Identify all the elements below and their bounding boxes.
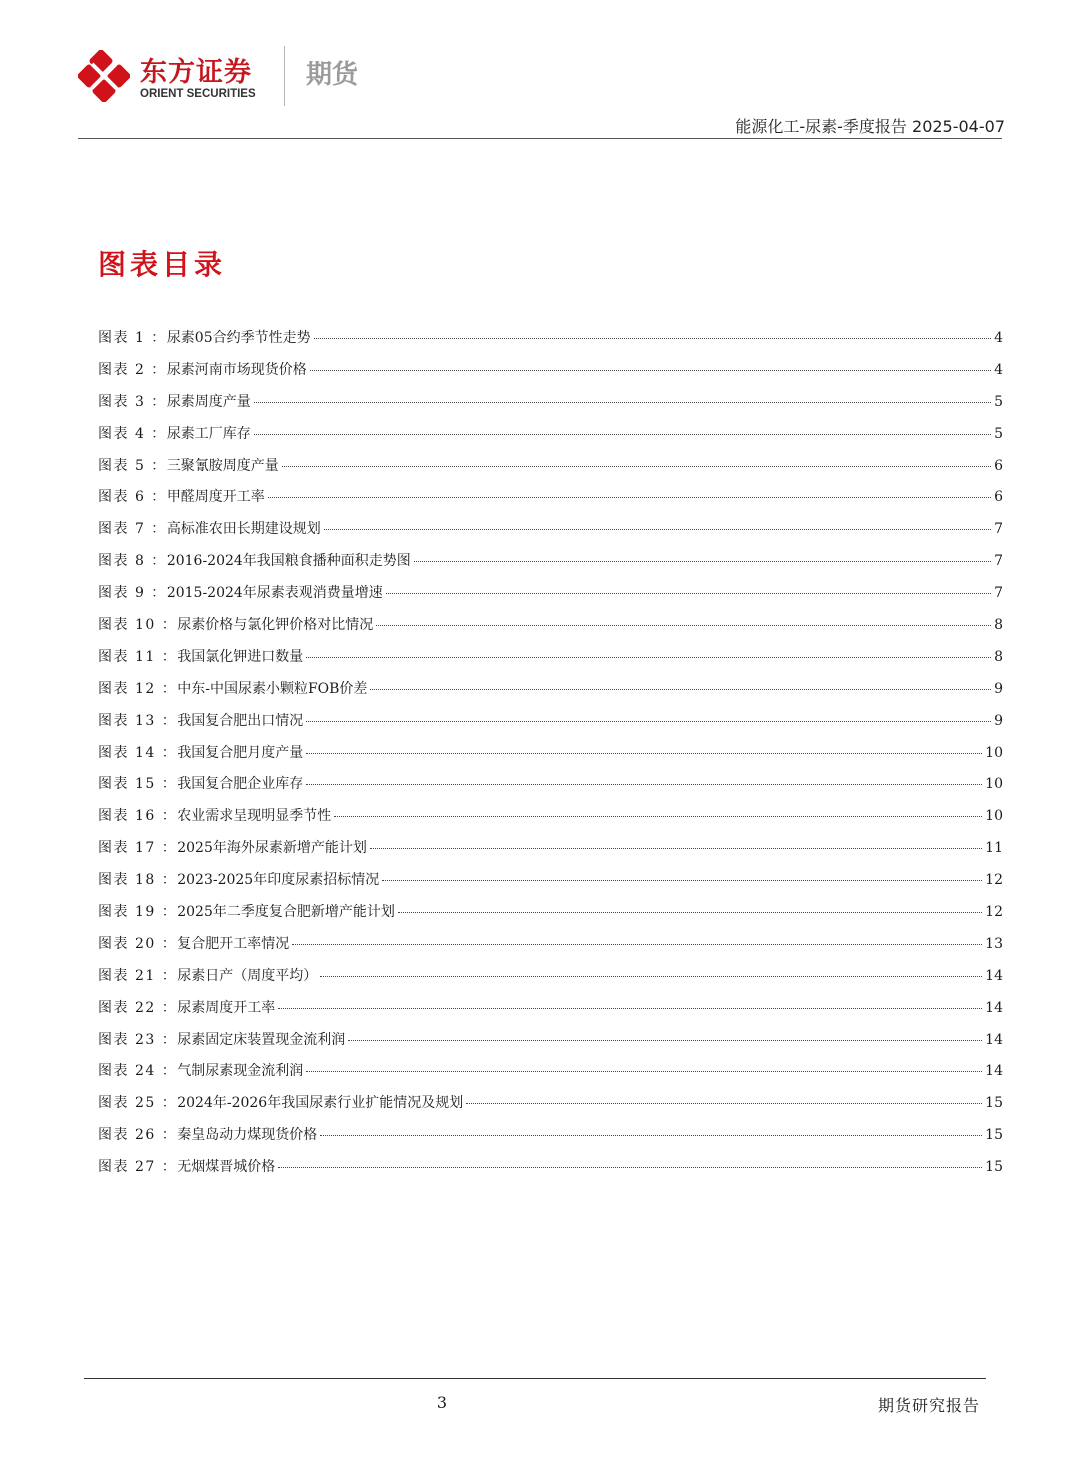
toc-leader-dots <box>382 880 982 881</box>
toc-entry-title: 我国氯化钾进口数量 <box>177 648 304 665</box>
toc-entry-title: 2016-2024年我国粮食播种面积走势图 <box>166 553 411 570</box>
toc-entry-title: 三聚氰胺周度产量 <box>166 457 279 474</box>
toc-entry-page: 15 <box>985 1095 1003 1112</box>
toc-entry[interactable] <box>98 1156 1003 1188</box>
toc-entry-title: 秦皇岛动力煤现货价格 <box>177 1127 318 1144</box>
toc-entry-page: 4 <box>994 330 1003 346</box>
brand-name-cn: 东方证券 <box>140 57 252 88</box>
toc-entry[interactable] <box>98 710 1003 742</box>
toc-entry-number: 图表 21 ： <box>98 967 178 984</box>
toc-entry[interactable] <box>98 742 1003 774</box>
toc-entry-title: 尿素周度产量 <box>166 393 251 410</box>
toc-entry-number: 图表 10 ： <box>98 617 178 634</box>
toc-leader-dots <box>306 753 982 754</box>
toc-list <box>98 327 1003 1188</box>
toc-leader-dots <box>314 338 991 339</box>
toc-entry-page: 12 <box>985 904 1003 921</box>
toc-entry-title: 2025年海外尿素新增产能计划 <box>177 840 367 857</box>
toc-entry[interactable] <box>98 582 1003 614</box>
toc-entry-title: 气制尿素现金流利润 <box>177 1063 304 1080</box>
toc-entry-page: 7 <box>994 521 1003 538</box>
toc-leader-dots <box>306 784 982 785</box>
header-rule <box>78 138 1002 139</box>
toc-entry-page: 12 <box>985 872 1003 889</box>
toc-entry-title: 尿素周度开工率 <box>177 999 276 1016</box>
toc-entry-number: 图表 24 ： <box>98 1063 178 1080</box>
footer-rule <box>84 1378 986 1379</box>
toc-leader-dots <box>320 1135 982 1136</box>
footer-label: 期货研究报告 <box>878 1396 981 1415</box>
toc-leader-dots <box>376 625 991 626</box>
toc-entry-title: 2025年二季度复合肥新增产能计划 <box>177 904 395 921</box>
toc-entry-page: 8 <box>994 617 1003 634</box>
toc-entry-title: 我国复合肥月度产量 <box>177 744 304 761</box>
toc-entry[interactable] <box>98 773 1003 805</box>
toc-entry-number: 图表 26 ： <box>98 1127 178 1144</box>
toc-entry-page: 6 <box>994 457 1003 474</box>
toc-leader-dots <box>348 1040 982 1041</box>
toc-entry[interactable] <box>98 1060 1003 1092</box>
toc-entry[interactable] <box>98 1124 1003 1156</box>
toc-entry-page: 14 <box>985 1063 1003 1080</box>
toc-leader-dots <box>254 434 991 435</box>
toc-leader-dots <box>306 1071 982 1072</box>
toc-entry-title: 尿素工厂库存 <box>166 425 251 442</box>
toc-entry[interactable] <box>98 901 1003 933</box>
toc-leader-dots <box>370 848 982 849</box>
toc-leader-dots <box>282 466 991 467</box>
toc-leader-dots <box>320 976 982 977</box>
toc-entry-number: 图表 6 ： <box>98 489 167 506</box>
toc-entry-number: 图表 23 ： <box>98 1031 178 1048</box>
toc-entry-page: 10 <box>985 808 1003 825</box>
toc-entry-title: 甲醛周度开工率 <box>166 489 265 506</box>
toc-leader-dots <box>306 657 991 658</box>
toc-entry-number: 图表 27 ： <box>98 1159 178 1176</box>
toc-entry[interactable] <box>98 869 1003 901</box>
toc-entry[interactable] <box>98 837 1003 869</box>
toc-entry-title: 尿素日产（周度平均） <box>177 967 318 984</box>
toc-entry-title: 尿素河南市场现货价格 <box>166 361 307 378</box>
toc-entry-number: 图表 12 ： <box>98 680 178 697</box>
toc-leader-dots <box>414 561 991 562</box>
toc-leader-dots <box>386 593 991 594</box>
toc-entry-number: 图表 7 ： <box>98 521 167 538</box>
toc-entry-page: 10 <box>985 744 1003 761</box>
toc-entry-title: 2024年-2026年我国尿素行业扩能情况及规划 <box>177 1095 464 1112</box>
toc-entry-page: 5 <box>994 425 1003 442</box>
toc-leader-dots <box>292 944 982 945</box>
toc-entry[interactable] <box>98 965 1003 997</box>
toc-leader-dots <box>278 1008 982 1009</box>
logo-divider <box>284 46 285 106</box>
toc-leader-dots <box>334 816 982 817</box>
toc-entry-number: 图表 25 ： <box>98 1095 178 1112</box>
toc-entry-page: 7 <box>994 553 1003 570</box>
business-unit: 期货 <box>306 60 359 90</box>
toc-entry-number: 图表 9 ： <box>98 585 167 602</box>
toc-entry-number: 图表 1 ： <box>98 330 167 346</box>
toc-leader-dots <box>306 721 991 722</box>
toc-entry-number: 图表 13 ： <box>98 712 178 729</box>
toc-entry[interactable] <box>98 1029 1003 1061</box>
brand-name-en: ORIENT SECURITIES <box>140 88 256 100</box>
toc-entry[interactable] <box>98 614 1003 646</box>
toc-leader-dots <box>254 402 991 403</box>
toc-leader-dots <box>268 497 991 498</box>
toc-entry-page: 14 <box>985 967 1003 984</box>
toc-entry[interactable] <box>98 486 1003 518</box>
toc-leader-dots <box>324 529 991 530</box>
toc-entry-number: 图表 11 ： <box>98 648 178 665</box>
toc-entry-title: 无烟煤晋城价格 <box>177 1159 276 1176</box>
toc-entry-number: 图表 5 ： <box>98 457 167 474</box>
toc-entry-page: 6 <box>994 489 1003 506</box>
toc-entry-page: 10 <box>985 776 1003 793</box>
toc-entry-page: 14 <box>985 1031 1003 1048</box>
toc-entry-title: 高标准农田长期建设规划 <box>166 521 321 538</box>
toc-entry-title: 2015-2024年尿素表观消费量增速 <box>166 585 383 602</box>
toc-entry[interactable] <box>98 933 1003 965</box>
toc-entry[interactable] <box>98 805 1003 837</box>
toc-entry-number: 图表 19 ： <box>98 904 178 921</box>
orient-logo-icon <box>78 50 130 102</box>
toc-entry-title: 中东-中国尿素小颗粒FOB价差 <box>177 680 368 697</box>
toc-entry-number: 图表 3 ： <box>98 393 167 410</box>
toc-entry[interactable] <box>98 518 1003 550</box>
toc-entry[interactable] <box>98 391 1003 423</box>
toc-leader-dots <box>370 689 991 690</box>
toc-entry[interactable] <box>98 1092 1003 1124</box>
toc-entry-page: 15 <box>985 1127 1003 1144</box>
toc-entry[interactable] <box>98 678 1003 710</box>
toc-entry-title: 我国复合肥出口情况 <box>177 712 304 729</box>
header-logo <box>78 44 378 108</box>
toc-entry-number: 图表 18 ： <box>98 872 178 889</box>
toc-entry-number: 图表 4 ： <box>98 425 167 442</box>
toc-entry-number: 图表 8 ： <box>98 553 167 570</box>
toc-entry[interactable] <box>98 359 1003 391</box>
toc-entry-page: 14 <box>985 999 1003 1016</box>
toc-entry-title: 2023-2025年印度尿素招标情况 <box>177 872 380 889</box>
toc-entry-title: 尿素05合约季节性走势 <box>166 330 311 346</box>
toc-leader-dots <box>466 1103 982 1104</box>
toc-entry[interactable] <box>98 550 1003 582</box>
toc-leader-dots <box>310 370 991 371</box>
toc-entry-number: 图表 22 ： <box>98 999 178 1016</box>
toc-entry[interactable] <box>98 997 1003 1029</box>
toc-entry-page: 9 <box>994 712 1003 729</box>
toc-leader-dots <box>398 912 982 913</box>
toc-title: 图表目录 <box>98 248 227 281</box>
toc-entry-number: 图表 17 ： <box>98 840 178 857</box>
toc-entry-number: 图表 20 ： <box>98 935 178 952</box>
toc-entry-page: 9 <box>994 680 1003 697</box>
toc-entry-page: 5 <box>994 393 1003 410</box>
toc-entry-title: 农业需求呈现明显季节性 <box>177 808 332 825</box>
toc-entry-number: 图表 2 ： <box>98 361 167 378</box>
toc-entry[interactable] <box>98 646 1003 678</box>
page-number: 3 <box>436 1393 448 1412</box>
toc-entry-page: 8 <box>994 648 1003 665</box>
toc-entry[interactable] <box>98 455 1003 487</box>
toc-entry-title: 复合肥开工率情况 <box>177 935 290 952</box>
toc-entry-number: 图表 15 ： <box>98 776 178 793</box>
toc-entry-page: 4 <box>994 361 1003 378</box>
report-header: 能源化工-尿素-季度报告 2025-04-07 <box>735 117 1005 136</box>
toc-entry-title: 我国复合肥企业库存 <box>177 776 304 793</box>
toc-entry-page: 11 <box>985 840 1003 857</box>
toc-leader-dots <box>278 1167 982 1168</box>
toc-entry-page: 15 <box>985 1159 1003 1176</box>
toc-entry[interactable] <box>98 327 1003 359</box>
toc-entry[interactable] <box>98 423 1003 455</box>
toc-entry-title: 尿素价格与氯化钾价格对比情况 <box>177 617 374 634</box>
toc-entry-page: 7 <box>994 585 1003 602</box>
toc-entry-title: 尿素固定床装置现金流利润 <box>177 1031 346 1048</box>
toc-entry-number: 图表 16 ： <box>98 808 178 825</box>
toc-entry-number: 图表 14 ： <box>98 744 178 761</box>
toc-entry-page: 13 <box>985 935 1003 952</box>
